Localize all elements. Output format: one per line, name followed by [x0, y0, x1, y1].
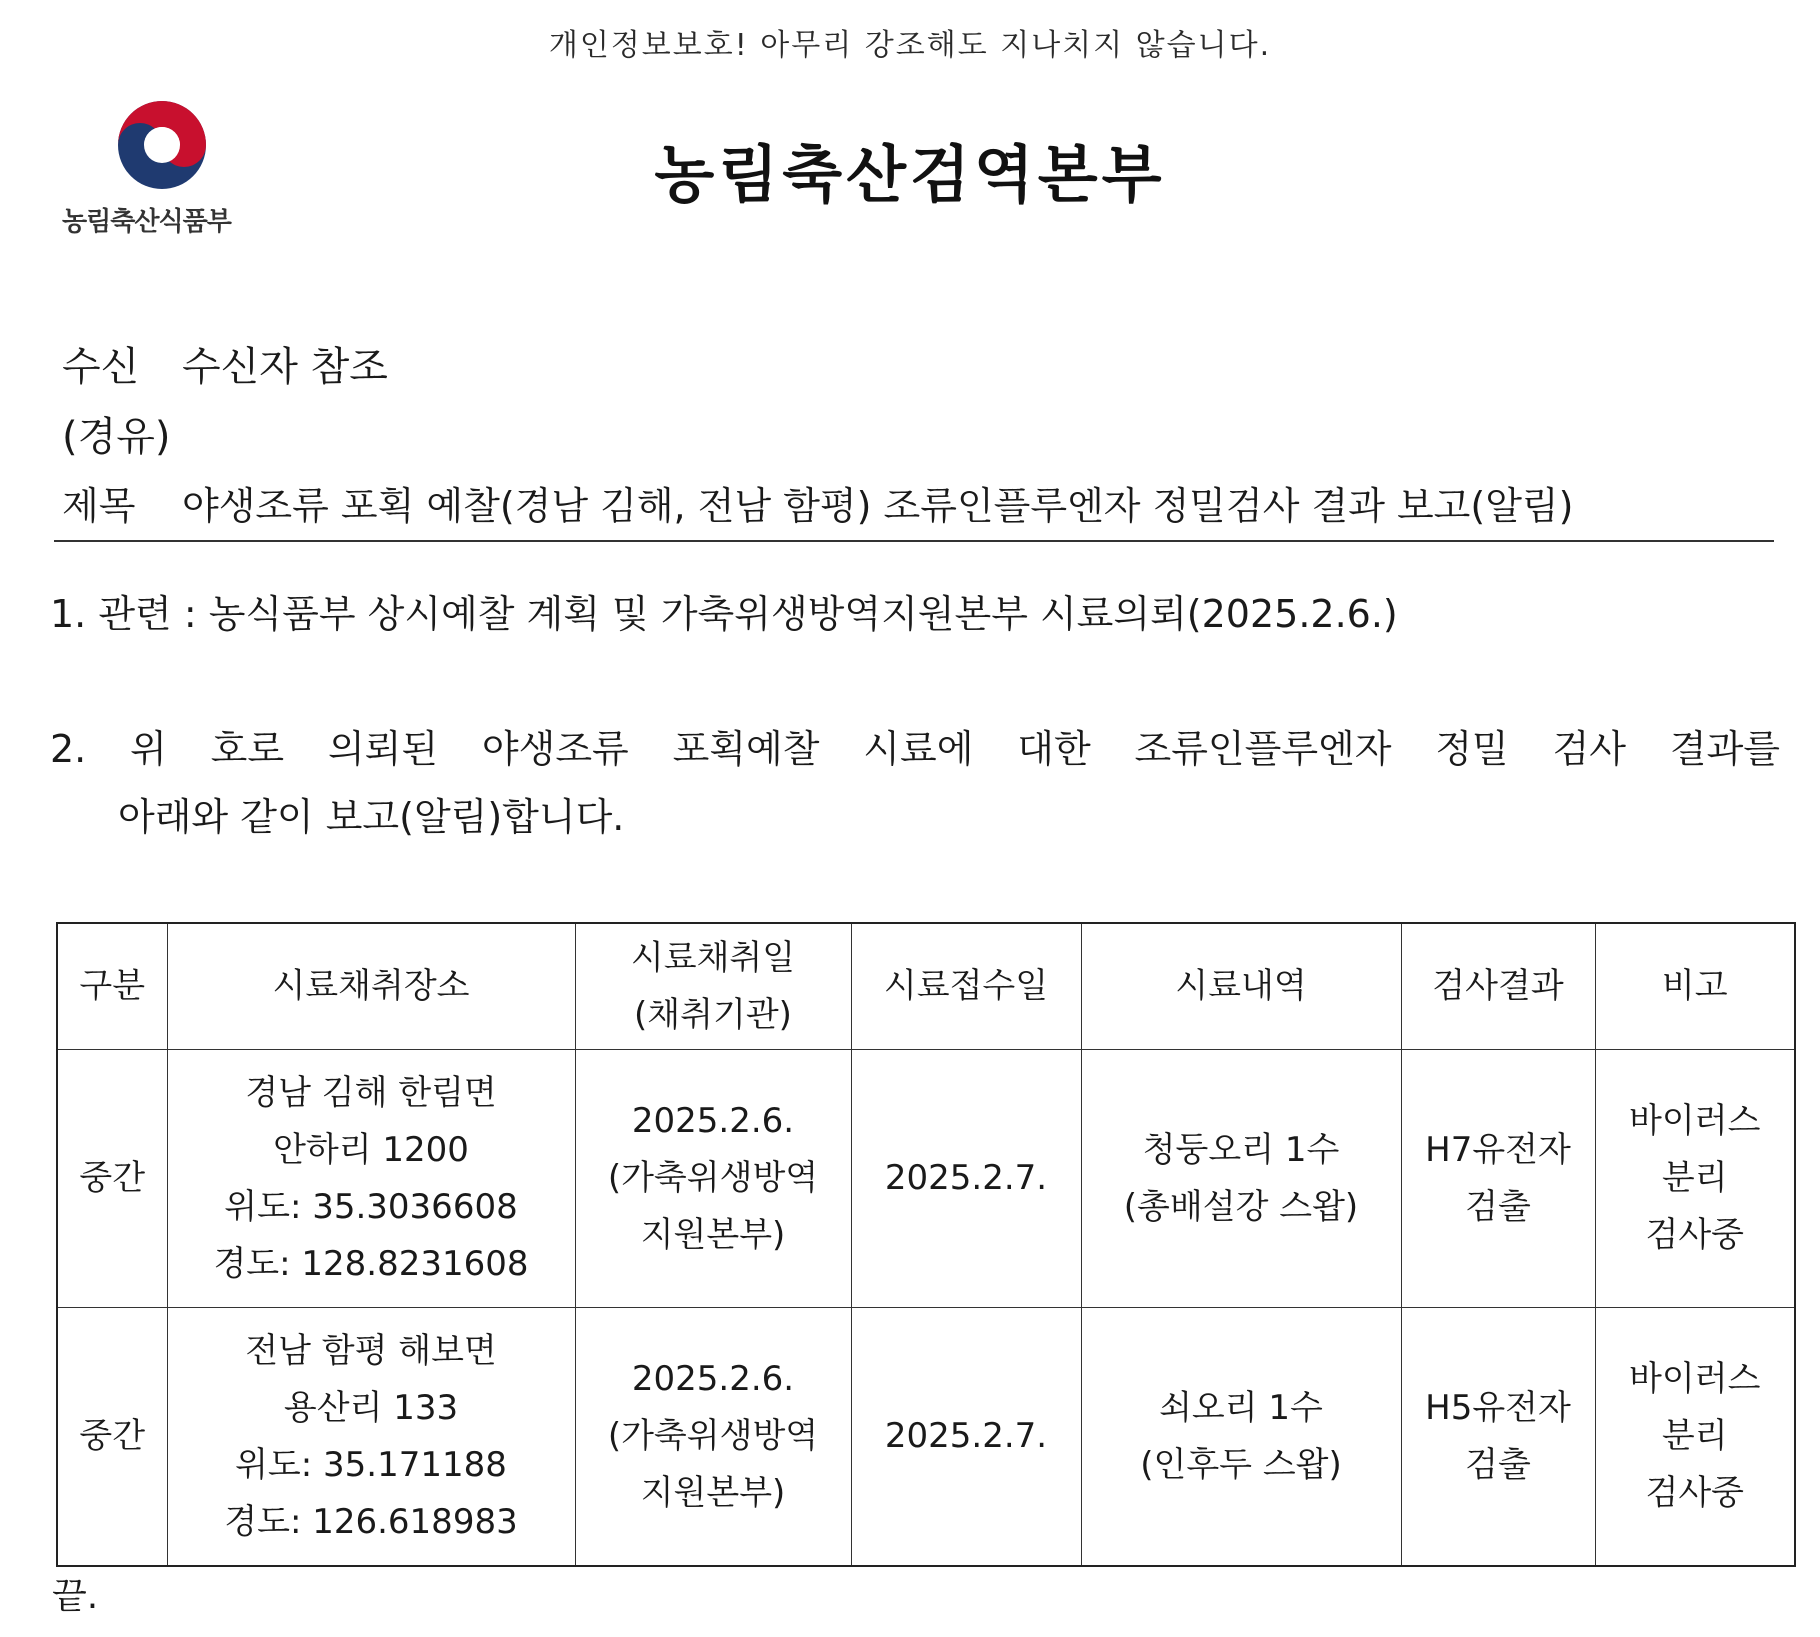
paragraph-1: 1. 관련 : 농식품부 상시예찰 계획 및 가축위생방역지원본부 시료의뢰(2025.2.6.) [50, 592, 1398, 636]
recipient-value: 수신자 참조 [182, 344, 388, 390]
table-row [57, 1308, 1795, 1567]
column-header: 검사결과 [1401, 923, 1595, 1050]
paragraph-2-word: 검사 [1552, 727, 1627, 771]
result-cell: H5유전자 검출 [1401, 1308, 1595, 1567]
paragraph-2-word: 대한 [1017, 727, 1091, 771]
receipt-date-cell: 2025.2.7. [851, 1050, 1081, 1308]
location-cell: 전남 함평 해보면 용산리 133 위도: 35.171188 경도: 126.618983 [167, 1308, 575, 1567]
column-header: 시료접수일 [851, 923, 1081, 1050]
column-header: 시료채취일 (채취기관) [575, 923, 851, 1050]
paragraph-2-word: 시료에 [863, 727, 974, 771]
inspection-results-table [56, 922, 1796, 1567]
column-header: 시료내역 [1081, 923, 1401, 1050]
organization-title: 농림축산검역본부 [654, 138, 1166, 211]
receipt-date-cell: 2025.2.7. [851, 1308, 1081, 1567]
category-cell: 중간 [57, 1050, 167, 1308]
location-cell: 경남 김해 한림면 안하리 1200 위도: 35.3036608 경도: 128.8231608 [167, 1050, 575, 1308]
subject-row [62, 475, 1573, 530]
sample-cell: 쇠오리 1수 (인후두 스왑) [1081, 1308, 1401, 1567]
table-header-row [57, 923, 1795, 1050]
paragraph-2 [50, 715, 1780, 851]
privacy-notice: 개인정보보호! 아무리 강조해도 지나치지 않습니다. [548, 28, 1272, 63]
via-row [62, 405, 171, 462]
paragraph-2-word: 위 [130, 727, 167, 771]
paragraph-2-word: 조류인플루엔자 [1134, 727, 1392, 771]
collection-date-cell: 2025.2.6. (가축위생방역 지원본부) [575, 1050, 851, 1308]
category-cell: 중간 [57, 1308, 167, 1567]
paragraph-2-word: 야생조류 [481, 727, 629, 771]
paragraph-2-word: 의뢰된 [327, 727, 439, 771]
recipient-label: 수신 [62, 344, 140, 390]
paragraph-2-line-1 [50, 715, 1780, 783]
subject-value: 야생조류 포획 예찰(경남 김해, 전남 함평) 조류인플루엔자 정밀검사 결과 보고(알림) [182, 484, 1574, 528]
column-header: 구분 [57, 923, 167, 1050]
paragraph-2-word: 결과를 [1669, 727, 1780, 771]
paragraph-2-word: 호로 [210, 727, 285, 771]
paragraph-2-word: 정밀 [1435, 727, 1509, 771]
subject-label: 제목 [62, 484, 136, 528]
remarks-cell: 바이러스 분리 검사중 [1595, 1308, 1795, 1567]
result-cell: H7유전자 검출 [1401, 1050, 1595, 1308]
via-label: (경유) [62, 414, 171, 460]
table-row [57, 1050, 1795, 1308]
column-header: 비고 [1595, 923, 1795, 1050]
header-divider [54, 540, 1774, 542]
remarks-cell: 바이러스 분리 검사중 [1595, 1050, 1795, 1308]
paragraph-2-line-2: 아래와 같이 보고(알림)합니다. [118, 795, 625, 839]
paragraph-2-word: 2. [50, 727, 87, 771]
collection-date-cell: 2025.2.6. (가축위생방역 지원본부) [575, 1308, 851, 1567]
recipient-row [62, 335, 388, 392]
paragraph-2-word: 포획예찰 [672, 727, 820, 771]
ministry-logo-text: 농림축산식품부 [62, 207, 231, 237]
sample-cell: 청둥오리 1수 (총배설강 스왑) [1081, 1050, 1401, 1308]
column-header: 시료채취장소 [167, 923, 575, 1050]
end-mark: 끝. [52, 1576, 99, 1617]
